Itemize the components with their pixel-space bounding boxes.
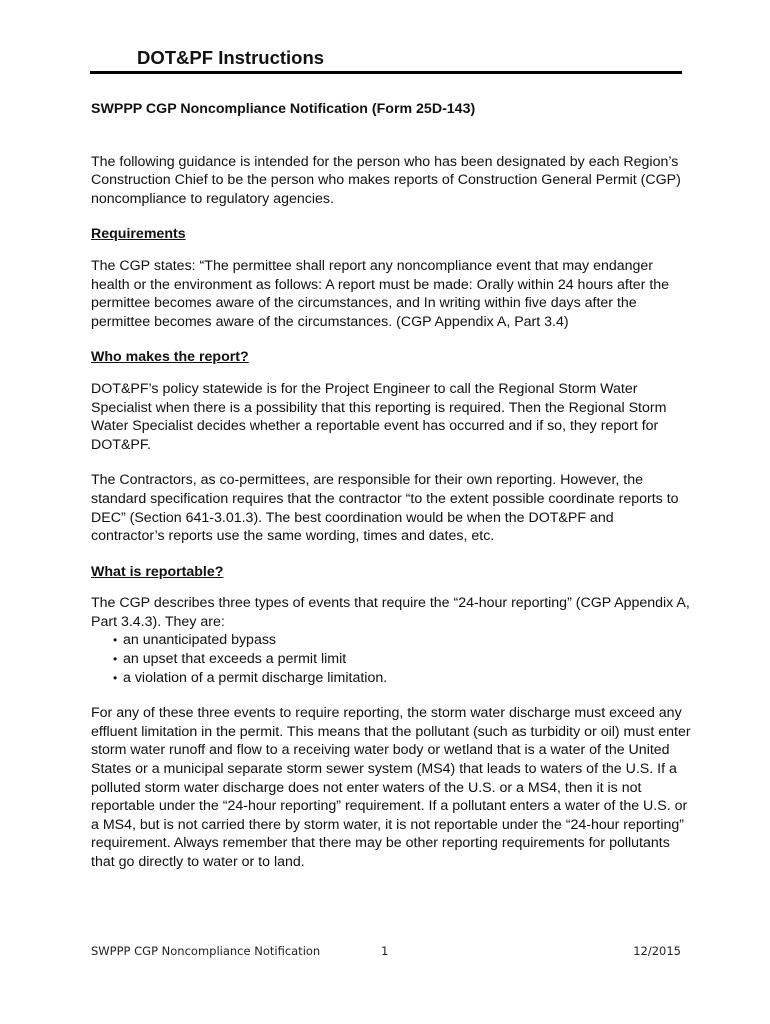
requirements-heading: Requirements — [91, 226, 186, 243]
requirements-paragraph: The CGP states: “The permittee shall report any noncompliance event that may endanger health or the environment as follows: A report must be made: Orally within 24 hours after the permittee becomes aware of the circumstances, and In writing within five days after the permittee becomes aware of the circumstances. (CGP Appendix A, Part 3.4) — [91, 257, 670, 330]
reportable-events-list — [91, 631, 691, 687]
list-item-text: an upset that exceeds a permit limit — [123, 651, 347, 668]
bullet-icon: • — [113, 633, 118, 648]
list-item — [91, 650, 691, 669]
footer-page-number: 1 — [381, 944, 389, 958]
document-header — [90, 46, 682, 74]
list-item-text: an unanticipated bypass — [123, 632, 277, 649]
reportable-paragraph: For any of these three events to require reporting, the storm water discharge must exceed any effluent limitation in the permit. This means that the pollutant (such as turbidity or oil) must enter storm water runoff and flow to a receiving water body or wetland that is a water of the United States or a municipal separate storm sewer system (MS4) that leads to waters of the U.S. If a polluted storm water discharge does not enter waters of the U.S. or a MS4, then it is not reportable under the “24-hour reporting” requirement. If a pollutant enters a water of the U.S. or a MS4, but is not carried there by storm water, it is not reportable under the “24-hour reporting” requirement. Always remember that there may be other reporting requirements for pollutants that go directly to water or to land. — [91, 705, 691, 870]
document-body — [91, 100, 691, 889]
who-paragraph-1: DOT&PF’s policy statewide is for the Project Engineer to call the Regional Storm Water Specialist when there is a possibility that this reporting is required. Then the Regional Storm Water Specialist decides whether a reportable event has occurred and if so, they report for DOT&PF. — [91, 380, 667, 453]
header-rule — [90, 71, 682, 74]
list-item-text: a violation of a permit discharge limitation. — [123, 669, 388, 686]
list-item — [91, 669, 691, 688]
footer-document-name: SWPPP CGP Noncompliance Notification — [91, 944, 321, 958]
bullet-icon: • — [113, 670, 118, 685]
what-is-reportable-heading: What is reportable? — [91, 563, 224, 580]
who-paragraph-2: The Contractors, as co-permittees, are responsible for their own reporting. However, the standard specification requires that the contractor “to the extent possible coordinate reports to DEC” (Section 641-3.01.3). The best coordination would be when the DOT&PF and contractor’s reports use the same wording, times and dates, etc. — [91, 472, 679, 545]
list-item — [91, 631, 691, 650]
document-title: DOT&PF Instructions — [137, 47, 325, 68]
intro-paragraph: The following guidance is intended for the person who has been designated by each Region’s Construction Chief to be the person who makes reports of Construction General Permit (CGP) noncompliance to regulatory agencies. — [91, 153, 681, 207]
who-makes-report-heading: Who makes the report? — [91, 349, 249, 366]
bullet-icon: • — [113, 652, 118, 667]
footer-date: 12/2015 — [633, 944, 681, 958]
reportable-intro: The CGP describes three types of events that require the “24-hour reporting” (CGP Appendix A, Part 3.4.3). They are: — [91, 595, 690, 630]
form-title: SWPPP CGP Noncompliance Notification (Form 25D-143) — [91, 101, 476, 117]
